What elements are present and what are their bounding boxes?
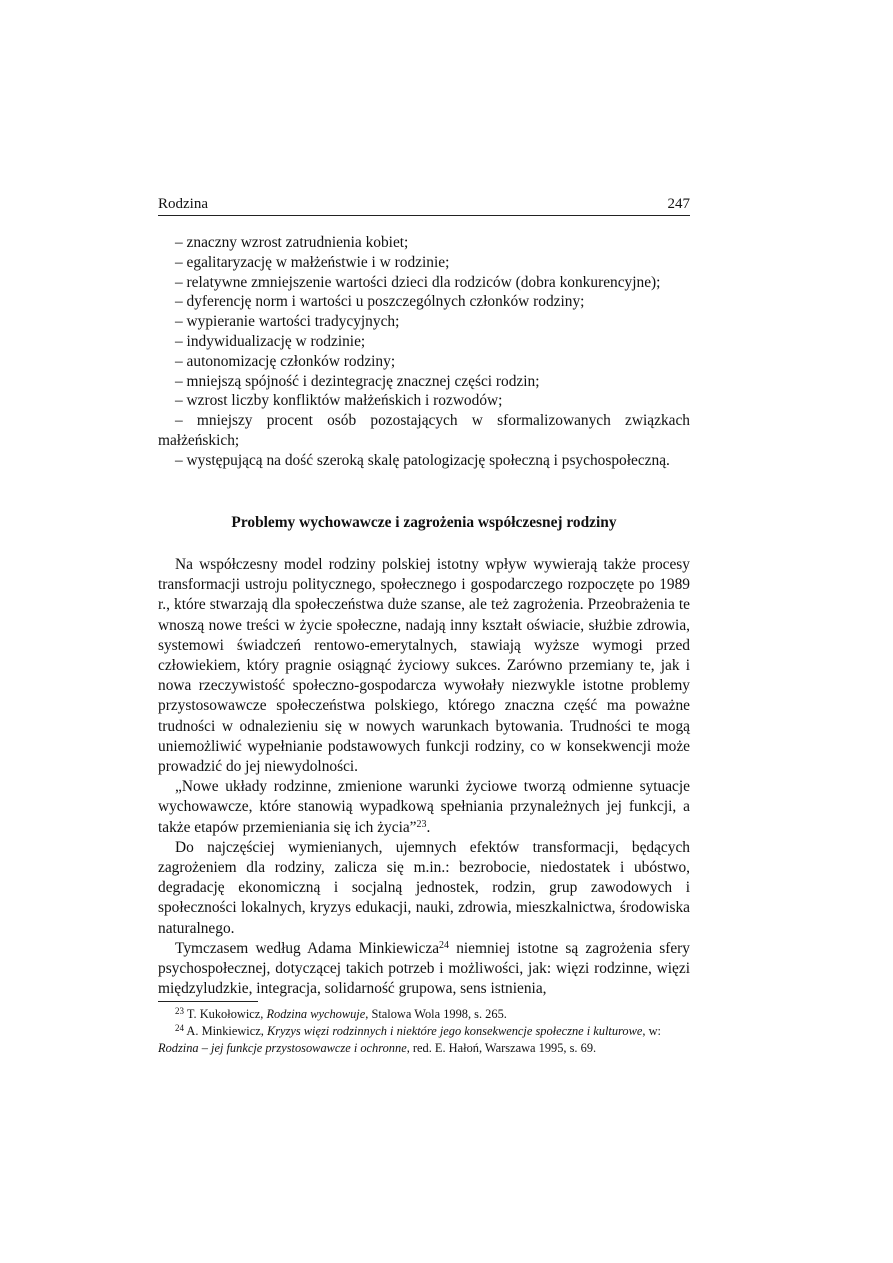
paragraph: Do najczęściej wymienianych, ujemnych efektów transformacji, będących zagrożeniem dla rodziny, zalicza się m.in.: bezrobocie, niedostatek i ubóstwo, degradację ekonomiczną i socjalną jednostek, rodzin, grup zawodowych i społeczności lokalnych, kryzys edukacji, nauki, zdrowia, mieszkalnictwa, środowiska naturalnego. (158, 838, 690, 937)
footnote-author: T. Kukołowicz, (186, 1007, 267, 1021)
header-title: Rodzina (158, 196, 208, 212)
list-item: – mniejszą spójność i dezintegrację znacznej części rodzin; (175, 372, 540, 390)
body-text (158, 555, 690, 999)
list-item: – autonomizację członków rodziny; (175, 352, 396, 370)
list-item: – znaczny wzrost zatrudnienia kobiet; (175, 234, 409, 251)
list-item: – występującą na dość szeroką skalę patologizację społeczną i psychospołeczną. (175, 451, 670, 469)
footnote-divider (158, 1001, 258, 1002)
list-item: – dyferencję norm i wartości u poszczególnych członków rodziny; (175, 293, 585, 311)
paragraph-quote (158, 777, 690, 838)
footnote-title: Kryzys więzi rodzinnych i niektóre jego konsekwencje społeczne i kulturowe (266, 1024, 643, 1038)
list-item: – relatywne zmniejszenie wartości dzieci dla rodziców (dobra konkurencyjne); (175, 273, 661, 291)
list-item: – wypieranie wartości tradycyjnych; (175, 313, 400, 331)
footnote-mid: , w: (642, 1024, 661, 1038)
paragraph-rest: niemniej istotne są zagrożenia sfery psychospołecznej, dotyczącej takich potrzeb i możliwości, jak: więzi rodzinne, więzi międzyludzkie, integracja, solidarność grupowa, sens istnienia, (158, 939, 690, 998)
footnote-author: A. Minkiewicz, (186, 1024, 267, 1038)
footnotes (158, 1006, 690, 1057)
paragraph (158, 939, 690, 1000)
footnote-rest: , red. E. Hałoń, Warszawa 1995, s. 69. (406, 1041, 597, 1055)
paragraph-start: Tymczasem według Adama Minkiewicza (175, 939, 440, 957)
footnote-number: 23 (175, 1006, 184, 1016)
list-item: – indywidualizację w rodzinie; (175, 332, 366, 350)
page-number: 247 (667, 196, 690, 212)
footnote-23 (158, 1006, 690, 1023)
footnote-ref: 24 (439, 939, 450, 951)
running-header (158, 195, 690, 216)
list-item-continuation: małżeńskich; (158, 431, 240, 449)
list-item: – egalitaryzację w małżeństwie i w rodzinie; (175, 253, 450, 271)
quote-end: . (426, 818, 431, 836)
footnote-rest: , Stalowa Wola 1998, s. 265. (365, 1007, 507, 1021)
quote-text: „Nowe układy rodzinne, zmienione warunki życiowe tworzą odmienne sytuacje wychowawcze, które stanowią wypadkową spełniania przynależnych jej funkcji, a także etapów przemieniania się ich życia” (158, 778, 690, 836)
bullet-list (158, 233, 690, 471)
footnote-title-2: Rodzina – jej funkcje przystosowawcze i ochronne (158, 1041, 407, 1055)
paragraph: Na współczesny model rodziny polskiej istotny wpływ wywierają także procesy transformacji ustroju politycznego, społecznego i gospodarczego rozpoczęte po 1989 r., które stwarzają dla społeczeństwa duże szanse, ale też zagrożenia. Przeobrażenia te wnoszą nowe treści w życie społeczne, nadają inny kształt oświacie, służbie zdrowia, systemowi świadczeń rentowo-emerytalnych, stawiają wyższe wymogi przed człowiekiem, który pragnie osiągnąć życiowy sukces. Zarówno przemiany te, jak i nowa rzeczywistość społeczno-gospodarcza wywołały niezwykle istotne problemy przystosowawcze społeczeństwa polskiego, którego znaczna część ma poważne trudności w odnalezieniu się w nowych warunkach bytowania. Trudności te mogą uniemożliwić wypełnianie podstawowych funkcji rodziny, co w konsekwencji może prowadzić do jej niewydolności. (158, 556, 690, 776)
list-item: – mniejszy procent osób pozostających w sformalizowanych związkach (175, 412, 690, 430)
section-heading: Problemy wychowawcze i zagrożenia współczesnej rodziny (231, 514, 617, 531)
footnote-number: 24 (175, 1023, 184, 1033)
list-item: – wzrost liczby konfliktów małżeńskich i rozwodów; (175, 392, 503, 410)
footnote-ref: 23 (416, 818, 427, 830)
footnote-title: Rodzina wychowuje (266, 1007, 366, 1021)
footnote-24 (158, 1023, 690, 1057)
